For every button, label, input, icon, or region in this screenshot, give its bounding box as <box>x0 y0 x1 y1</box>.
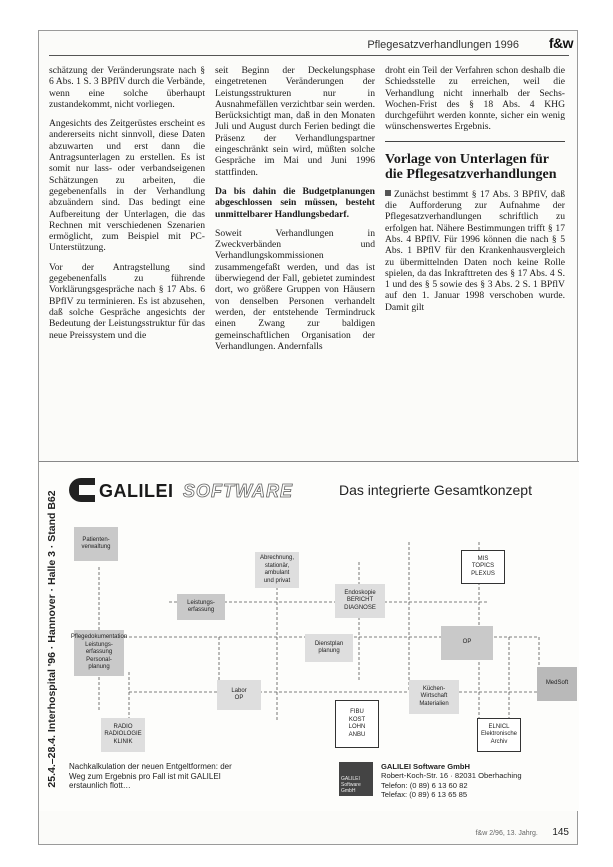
page-footer <box>476 822 569 840</box>
running-head <box>39 35 579 57</box>
galilei-g-icon <box>69 478 95 502</box>
text-column-2 <box>215 65 375 360</box>
issue-reference: f&w 2/96, 13. Jahrg. <box>475 830 538 837</box>
node-radiology: RADIO RADIOLOGIE KLINIK <box>101 718 145 752</box>
company-fax: Telefax: (0 89) 6 13 65 85 <box>381 790 468 800</box>
node-accounting: FIBU KOST LOHN ANBU <box>335 700 379 748</box>
node-care-documentation: Pflegedokumentation Leistungs- erfassung Personal- planung <box>74 630 124 676</box>
node-kitchen: Küchen- Wirtschaft Materialien <box>409 680 459 714</box>
ad-side-strip <box>43 474 61 804</box>
node-medsoft: MedSoft <box>537 667 577 701</box>
company-name: GALILEI Software GmbH <box>381 762 471 771</box>
company-logo-box <box>339 762 373 796</box>
node-duty-planning: Dienstplan planung <box>305 634 353 662</box>
company-address <box>381 762 522 800</box>
company-phone: Telefon: (0 89) 6 13 60 82 <box>381 780 468 790</box>
text-column-3 <box>385 65 565 321</box>
text-column-1 <box>49 65 205 349</box>
header-rule <box>49 55 569 56</box>
paragraph: droht ein Teil der Verfahren schon deshalb die Schiedsstelle zu erreichen, weil die Verhandlung nicht innerhalb der Sechs-Wochen-Frist des § 18 Abs. 4 KHG durchgeführt werden konnte, sicher ein wenig wünschenswertes Ergebnis. <box>385 65 565 133</box>
advertisement <box>39 461 579 811</box>
bold-note: Da bis dahin die Budgetplanungen abgeschlossen sein müssen, besteht unmittelbarer Handlungsbedarf. <box>215 185 375 220</box>
node-service-recording: Leistungs- erfassung <box>177 594 225 620</box>
magazine-logo: f&w <box>548 35 573 51</box>
paragraph: seit Beginn der Deckelungsphase eingetretenen Veränderungen der Leistungsstrukturen nur in Ausnahmefällen verzichtbar sein werden. Berücksichtigt man, daß in den Monaten Juli und August durch Ferien bedingt die Präsenz der Verhandlungspartner eingeschränkt sein wird, müßten solche Gespräche im Mai und Juni 1996 stattfinden. <box>215 65 375 178</box>
ad-tagline: Das integrierte Gesamtkonzept <box>339 482 532 498</box>
fair-info-text: 25.4.–28.4. Interhospital '96 · Hannover · Halle 3 · Stand B62 <box>46 490 58 788</box>
paragraph: Soweit Verhandlungen in Zweckverbänden und Verhandlungskommissionen zusammengefaßt werden, und das ist überwiegend der Fall, gebietet zumindest dort, wo größere Gruppen von Häusern von denselben Personen verhandelt werden, der entstehende Termindruck einen Zwang zur baldigen gemeinschaftlichen Organisation der Verhandlungen. Andernfalls <box>215 227 375 352</box>
company-logo-text: GALILEI Software GmbH <box>341 776 361 794</box>
node-patient-administration: Patienten- verwaltung <box>74 527 118 561</box>
running-title: Pflegesatzverhandlungen 1996 <box>367 39 519 51</box>
node-archive: ELNICL Elektronische Archiv <box>477 718 521 752</box>
paragraph: Angesichts des Zeitgerüstes erscheint es andererseits nicht sinnvoll, diese Daten abzuwarten und erst dann die Antragsunterlagen zu erstellen. Es ist somit nur lass- oder verbandseigenen Schätzungen zu arbeiten, die gegebenenfalls in der Verhandlung abzuändern sind. Das bedingt eine Aufbereitung der Unterlagen, die das Rechnen mit verschiedenen Szenarien ermöglicht, zum Beispiel mit PC-Unterstützung. <box>49 118 205 254</box>
paragraph: Vor der Antragstellung sind gegebenenfalls zu führende Vorklärungsgespräche nach § 17 Abs. 6 BPflV zu terminieren. Es ist abzusehen, daß solche Gespräche angesichts der Bedeutung der Leistungsstruktur für das neue Preissystem und die <box>49 261 205 341</box>
node-billing: Abrechnung, stationär, ambulant und privat <box>255 552 299 588</box>
brand-suffix: SOFTWARE <box>183 481 293 501</box>
system-diagram <box>69 522 577 752</box>
ad-caption: Nachkalkulation der neuen Entgeltformen: der Weg zum Ergebnis pro Fall ist mit GALILEI erstaunlich flott… <box>69 762 232 790</box>
magazine-page <box>38 30 578 845</box>
node-lab-op: Labor OP <box>217 680 261 710</box>
section-divider <box>385 141 565 142</box>
page-number: 145 <box>552 827 569 838</box>
brand-name: GALILEI <box>99 481 174 501</box>
paragraph: schätzung der Veränderungsrate nach § 6 Abs. 1 S. 3 BPflV durch die Verbände, wenn eine solche überhaupt zustandekommt, nicht vorliegen. <box>49 65 205 110</box>
square-bullet-icon <box>385 190 391 196</box>
company-street: Robert-Koch-Str. 16 · 82031 Oberhaching <box>381 771 522 781</box>
paragraph <box>385 189 565 313</box>
node-mis: MIS TOPICS PLEXUS <box>461 550 505 584</box>
node-op: OP <box>441 626 493 660</box>
galilei-logo <box>69 476 299 506</box>
paragraph-text: Zunächst bestimmt § 17 Abs. 3 BPflV, daß die Aufforderung zur Aufnahme der Pflegesatzverhandlungen schriftlich zu erfolgen hat. Nähere Bestimmungen trifft § 17 Abs. 4 BPflV. Für 1996 können die nach § 5 Abs. 1 BPflV für den Krankenhausvergleich zu übermittelnden Daten noch keine Rolle spielen, da das Inkrafttreten des § 17 Abs. 4 S. 1 und des § 5 sowie des § 3 Abs. 2 S. 1 BPflV auf den 1. Januar 1998 verschoben wurde. Damit gilt <box>385 188 565 313</box>
section-heading: Vorlage von Unterlagen für die Pflegesatzverhandlungen <box>385 151 557 183</box>
node-endoscopy: Endoskopie BERICHT DIAGNOSE <box>335 584 385 618</box>
